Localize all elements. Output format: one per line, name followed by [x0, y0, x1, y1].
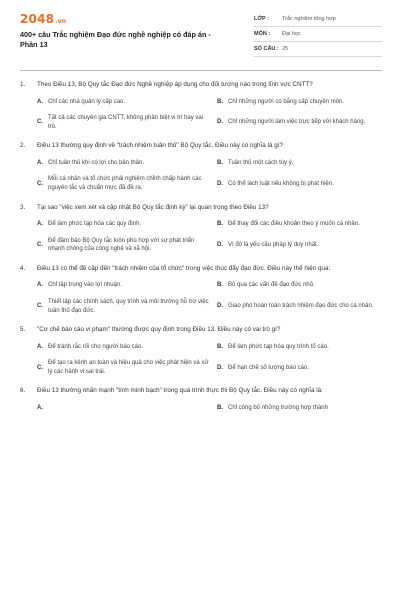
option-letter: A. [37, 221, 43, 228]
question-item [20, 325, 382, 380]
option-text: Chỉ công bố những trường hợp thành [228, 404, 328, 411]
option-text: Để làm phức tạp hóa quy trình tố cáo. [228, 343, 329, 350]
header-divider [20, 70, 382, 71]
option-text: Giao phó hoàn toàn trách nhiệm đạo đức cho cá nhân. [228, 303, 374, 310]
options-grid [37, 155, 382, 197]
meta-table [254, 12, 382, 57]
question-item [20, 80, 382, 135]
option-text: Có thể lách luật nếu không bị phát hiện. [228, 180, 334, 187]
options-grid [37, 94, 382, 136]
question-item [20, 203, 382, 258]
answer-option[interactable] [37, 171, 211, 196]
options-grid [37, 339, 382, 381]
answer-option[interactable] [217, 216, 391, 233]
option-letter: C. [37, 364, 43, 371]
option-letter: A. [37, 282, 43, 289]
question-text: Theo Điều 13, Bộ Quy tắc Đạo đức Nghề nghiệp áp dụng cho đối tượng nào trong lĩnh vực CNTT? [37, 81, 313, 88]
meta-value: 25 [282, 46, 289, 52]
options-grid [37, 277, 382, 319]
logo-number: 2048 [20, 12, 55, 26]
logo-tld: .vn [55, 18, 67, 25]
meta-row-class [254, 12, 382, 27]
meta-value: Trắc nghiệm tổng hợp [282, 16, 336, 22]
options-grid [37, 400, 382, 417]
meta-key: MÔN : [254, 31, 271, 37]
answer-option[interactable] [217, 277, 391, 294]
option-letter: A. [37, 159, 43, 166]
option-letter: A. [37, 98, 43, 105]
option-text: Chỉ các nhà quản lý cấp cao. [48, 98, 126, 105]
answer-option[interactable] [37, 294, 211, 319]
answer-option[interactable] [37, 233, 211, 258]
option-text: Để đảm bảo Bộ Quy tắc luôn phù hợp với sự phát triển nhanh chóng của công nghệ và xã hội. [48, 237, 195, 253]
question-text-row [20, 386, 382, 396]
answer-option[interactable] [37, 277, 211, 294]
meta-row-count [254, 42, 382, 57]
answer-option[interactable] [37, 339, 211, 356]
question-text: Điều 13 thường quy định về "trách nhiệm tuân thủ" Bộ Quy tắc. Điều này có nghĩa là gì? [37, 142, 283, 150]
option-text: Mỗi cá nhân và tổ chức phải nghiêm chỉnh chấp hành các nguyên tắc và chuẩn mực đã đề ra. [48, 176, 202, 191]
option-letter: D. [217, 180, 223, 187]
option-text: Chỉ tuân thủ khi có lợi cho bản thân. [48, 159, 144, 166]
question-number: 3. [20, 203, 26, 211]
option-text: Bỏ qua các vấn đề đạo đức nhỏ. [228, 282, 315, 289]
meta-row-subject [254, 27, 382, 42]
option-text: Chỉ những người làm việc trực tiếp với khách hàng. [228, 119, 366, 126]
option-text: Để hạn chế số lượng báo cáo. [228, 364, 310, 371]
answer-option[interactable] [37, 355, 211, 380]
question-text-row [20, 141, 382, 151]
question-text: Điều 13 có thể đề cập đến "trách nhiệm của tổ chức" trong việc thúc đẩy đạo đức. Điều này thể hiện qua: [37, 264, 331, 272]
question-text: Điều 13 thường nhấn mạnh "tính minh bạch" trong quá trình thực thi Bộ Quy tắc. Điều này có nghĩa là: [37, 387, 323, 395]
answer-option[interactable] [37, 216, 211, 233]
option-text: Tuân thủ một cách tùy ý. [228, 159, 294, 166]
meta-key: SỐ CÂU : [254, 46, 279, 52]
answer-option[interactable] [217, 294, 391, 319]
question-item [20, 386, 382, 416]
answer-option[interactable] [217, 355, 391, 380]
header [0, 0, 400, 62]
answer-option[interactable] [37, 400, 211, 417]
question-item [20, 264, 382, 319]
answer-option[interactable] [217, 94, 391, 111]
question-text-row [20, 80, 382, 90]
option-text: Để tránh rắc rối cho người báo cáo. [48, 343, 144, 350]
answer-option[interactable] [217, 400, 391, 417]
option-letter: D. [217, 364, 223, 371]
site-logo[interactable] [20, 12, 66, 26]
option-letter: B. [217, 404, 223, 411]
question-item [20, 141, 382, 196]
option-letter: C. [37, 303, 43, 310]
option-letter: D. [217, 303, 223, 310]
option-letter: A. [37, 404, 43, 411]
question-text: "Cơ chế báo cáo vi phạm" thường được quy định trong Điều 13. Điều này có vai trò gì? [37, 326, 281, 334]
question-text-row [20, 325, 382, 335]
question-number: 4. [20, 264, 26, 272]
answer-option[interactable] [37, 94, 211, 111]
answer-option[interactable] [217, 233, 391, 258]
option-text: Tất cả các chuyên gia CNTT, không phân biệt vị trí hay vai trò. [48, 115, 204, 130]
option-letter: A. [37, 343, 43, 350]
document-title: 400+ câu Trắc nghiệm Đạo đức nghề nghiệp có đáp án - Phần 13 [20, 30, 211, 49]
option-letter: C. [37, 119, 43, 126]
option-text: Để làm phức tạp hóa các quy định. [48, 221, 142, 228]
question-number: 1. [20, 81, 26, 88]
option-letter: B. [217, 282, 223, 289]
option-letter: B. [217, 98, 223, 105]
question-text: Tại sao "việc xem xét và cập nhật Bộ Quy tắc định kỳ" lại quan trọng theo Điều 13? [37, 203, 269, 211]
answer-option[interactable] [37, 110, 211, 135]
meta-value: Đại học [282, 31, 301, 37]
answer-option[interactable] [217, 171, 391, 196]
options-grid [37, 216, 382, 258]
answer-option[interactable] [217, 110, 391, 135]
question-number: 6. [20, 387, 26, 395]
question-text-row [20, 264, 382, 274]
option-text: Để tạo ra kênh an toàn và hiệu quả cho việc phát hiện và xử lý các hành vi sai trái. [48, 360, 209, 375]
question-list [20, 80, 382, 423]
answer-option[interactable] [217, 339, 391, 356]
option-letter: D. [217, 119, 223, 126]
option-letter: B. [217, 159, 223, 166]
question-number: 2. [20, 142, 26, 150]
option-letter: C. [37, 241, 43, 248]
option-text: Chỉ những người có bằng cấp chuyên môn. [228, 98, 345, 105]
option-text: Để thay đổi các điều khoản theo ý muốn cá nhân. [228, 221, 360, 228]
question-text-row [20, 203, 382, 213]
meta-key: LỚP : [254, 16, 269, 22]
option-text: Thiết lập các chính sách, quy trình và môi trường hỗ trợ việc tuân thủ đạo đức. [48, 298, 209, 314]
option-text: Vì đó là yêu cầu pháp lý duy nhất. [228, 241, 319, 248]
option-text: Chỉ tập trung vào lợi nhuận. [48, 282, 122, 289]
option-letter: D. [217, 241, 223, 248]
option-letter: B. [217, 343, 223, 350]
option-letter: C. [37, 180, 43, 187]
answer-option[interactable] [217, 155, 391, 172]
question-number: 5. [20, 326, 26, 334]
answer-option[interactable] [37, 155, 211, 172]
option-letter: B. [217, 221, 223, 228]
